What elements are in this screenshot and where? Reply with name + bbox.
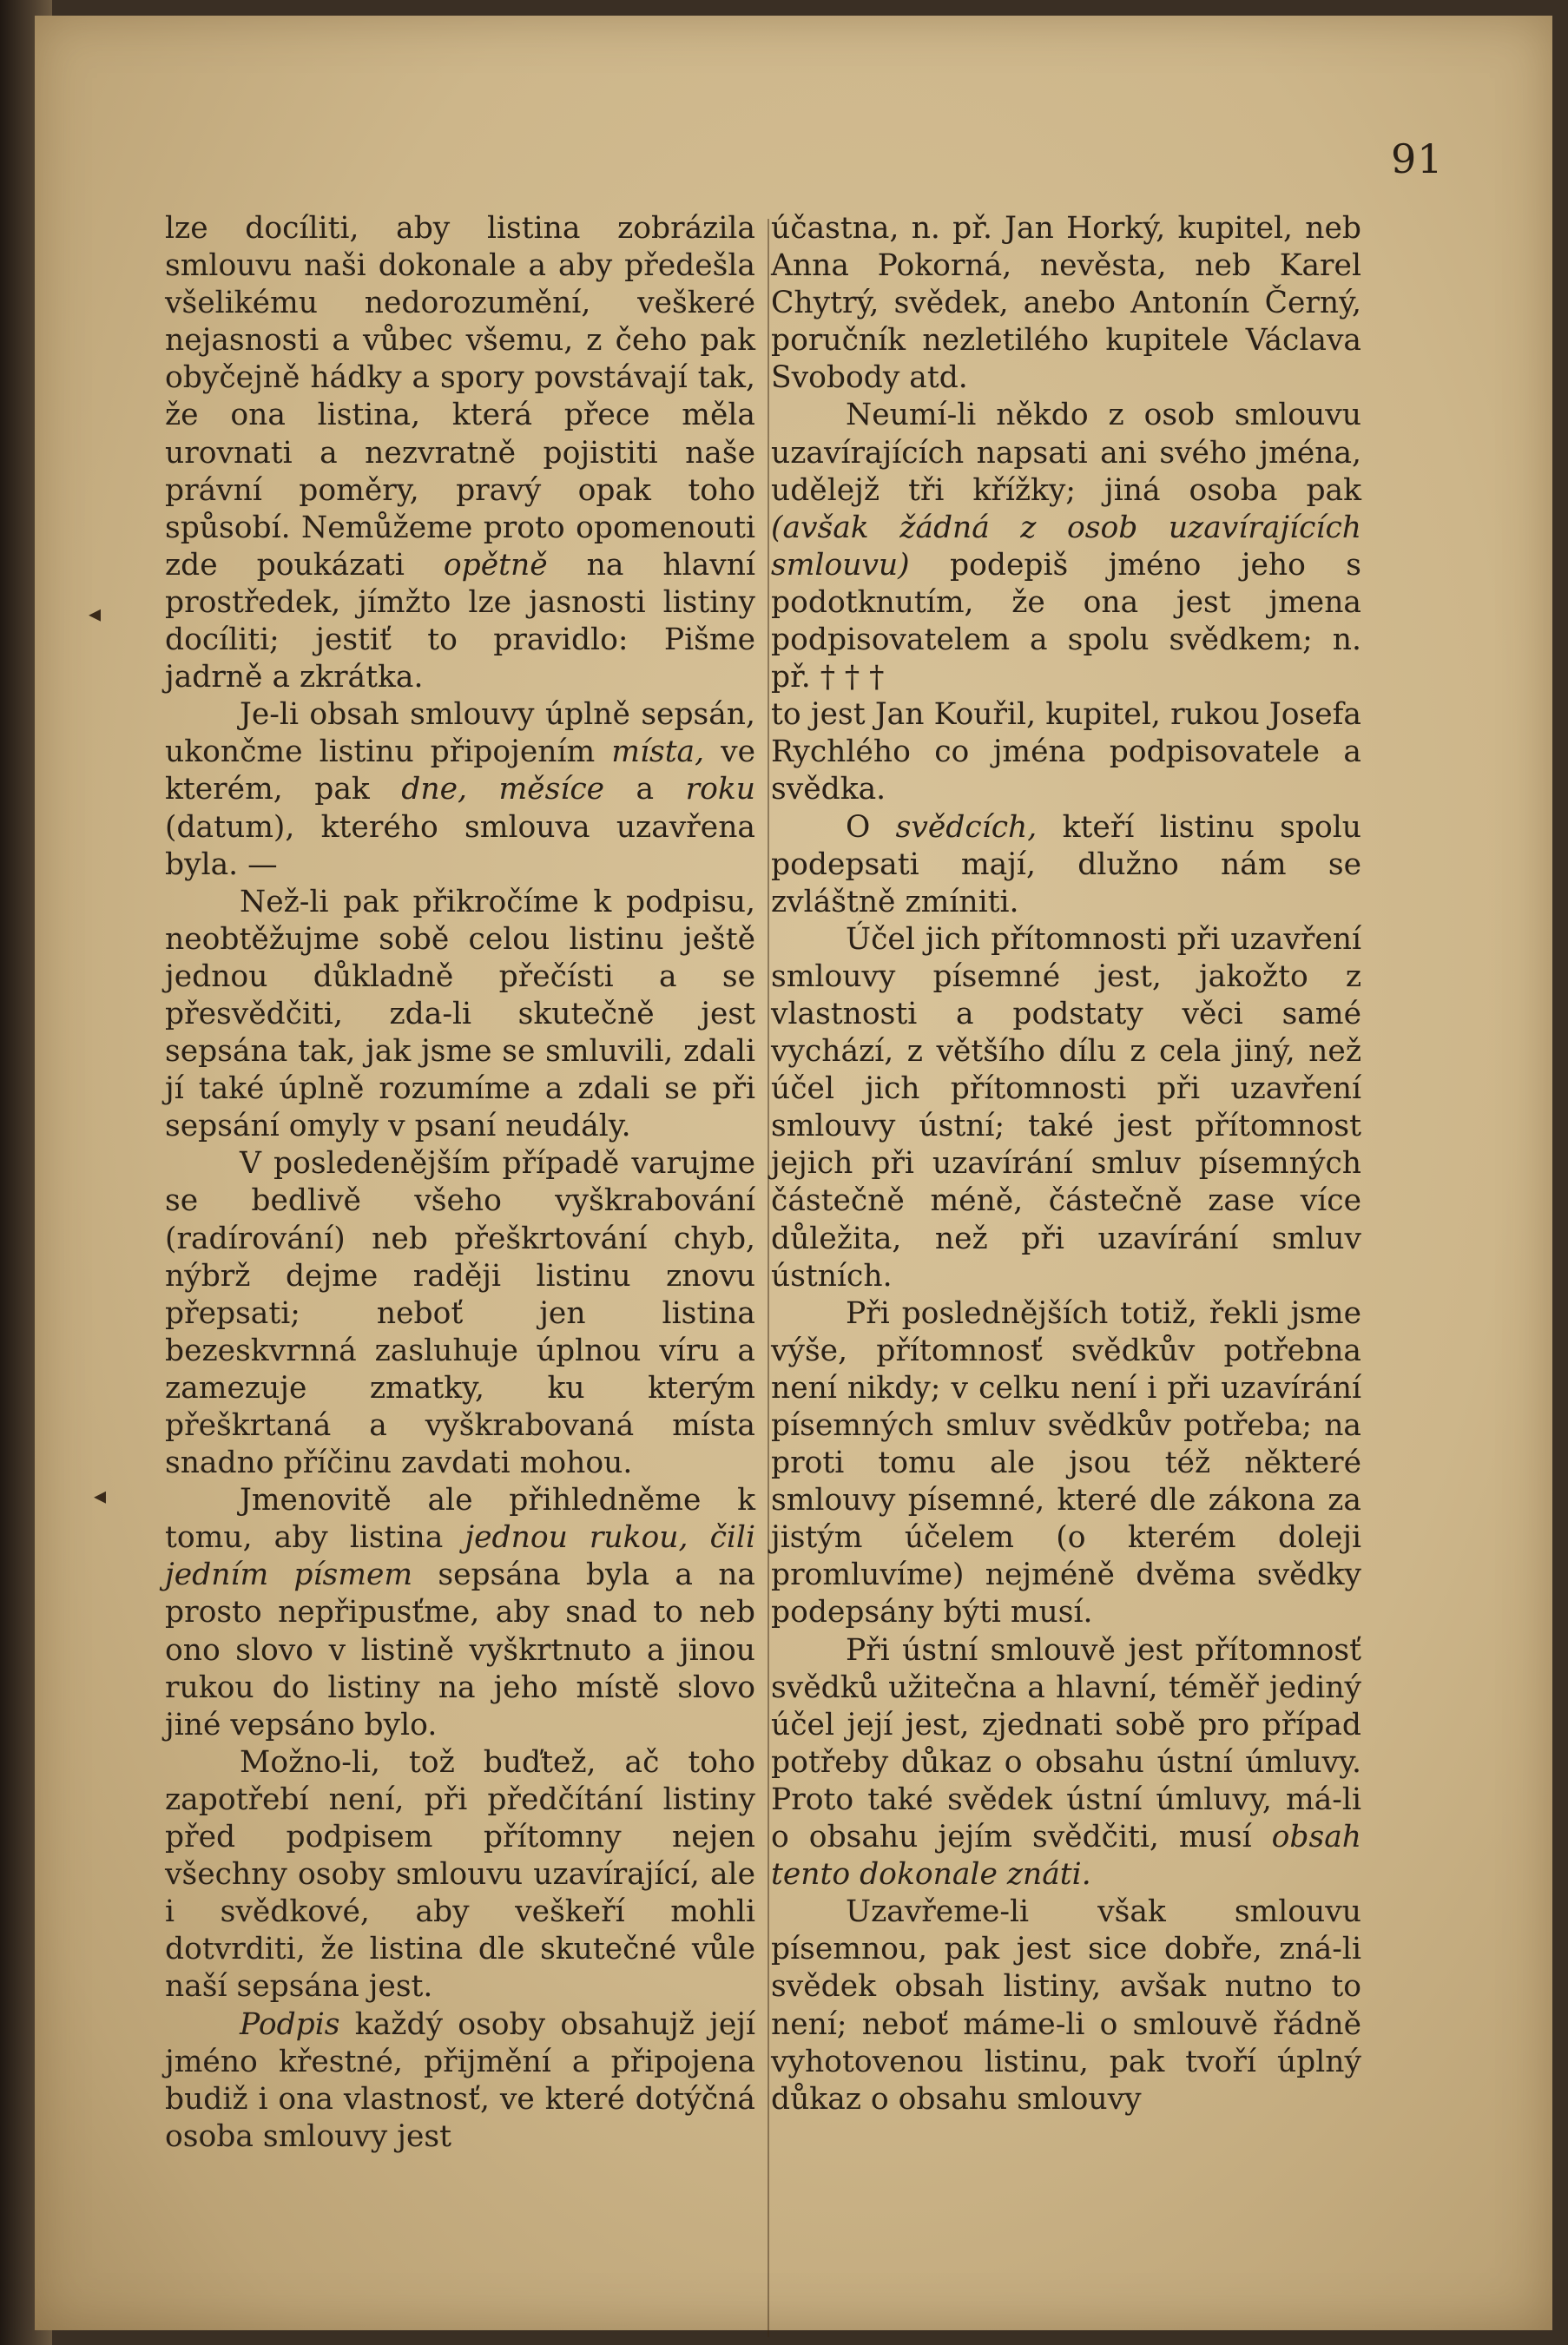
text-run: na hlavní prostředek, jímžto lze jasnosti listiny docíliti; jestiť to pravidlo: Pišme jadrně a zkrátka. (165, 547, 755, 695)
text-run: sepsána byla a na prosto nepřipusťme, aby snad to neb ono slovo v listině vyškrtnuto a jinou rukou do listiny na jeho místě slovo jiné vepsáno bylo. (165, 1558, 755, 1742)
text-run: Uzavřeme-li však smlouvu písemnou, pak jest sice dobře, zná-li svědek obsah listiny, avšak nutno to není; neboť máme-li o smlouvě řádně vyhotovenou listinu, pak tvoří úplný důkaz o obsahu smlouvy (771, 1894, 1361, 2117)
text-run: Neumí-li někdo z osob smlouvu uzavírajících napsati ani svého jména, udělejž tři křížky; jiná osoba pak (771, 398, 1361, 508)
text-run: Jmenovitě ale přihledněme k tomu, aby listina (165, 1483, 755, 1556)
emphasized-text: roku (685, 772, 755, 807)
left-column-paragraph (165, 1482, 755, 1744)
text-run: V posledenějším případě varujme se bedlivě všeho vyškrabování (radírování) neb přeškrtování chyb, nýbrž dejme raději listinu znovu přepsati; neboť jen listina bezeskvrnná zasluhuje úplnou víru a zamezuje zmatky, ku kterým přeškrtaná a vyškrabovaná místa snadno příčinu zavdati mohou. (165, 1146, 755, 1481)
text-run: kteří listinu spolu podepsati mají, dlužno nám se zvláštně zmíniti. (771, 809, 1361, 919)
right-column-paragraph (771, 1894, 1361, 2118)
text-run: O (846, 809, 896, 845)
text-run: každý osoby obsahujž její jméno křestné, přijmění a připojena budiž i ona vlastnosť, ve které dotýčná osoba smlouvy jest (165, 2006, 755, 2154)
page-number: 91 (1391, 135, 1444, 182)
text-run: Než-li pak přikročíme k podpisu, neobtěžujme sobě celou listinu ještě jednou důkladně přečísti a se přesvědčiti, zda-li skutečně jest sepsána tak, jak jsme se smluvili, zdali jí také úplně rozumíme a zdali se při sepsání omyly v psaní neudály. (165, 884, 755, 1144)
emphasized-text: dne, měsíce (401, 772, 605, 807)
emphasized-text: obsah tento dokonale znáti. (771, 1820, 1361, 1893)
right-column-paragraph (771, 809, 1361, 921)
emphasized-text: místa, (611, 734, 705, 770)
emphasized-text: svědcích, (895, 809, 1038, 845)
text-run: Při ústní smlouvě jest přítomnosť svědků užitečna a hlavní, téměř jediný účel její jest, zjednati sobě pro případ potřeby důkaz o obsahu ústní úmluvy. Proto také svědek ústní úmluvy, má-li o obsahu jejím svědčiti, musí (771, 1632, 1361, 1855)
text-run: Možno-li, tož buďtež, ač toho zapotřebí není, při předčítání listiny před podpisem přítomny nejen všechny osoby smlouvu uzavírající, ale i svědkové, aby veškeří mohli dotvrditi, že listina dle skutečné vůle naší sepsána jest. (165, 1744, 755, 2005)
left-column-paragraph (165, 884, 755, 1146)
text-run: lze docíliti, aby listina zobrázila smlouvu naši dokonale a aby předešla všelikému nedorozumění, veškeré nejasnosti a vůbec všemu, z čeho pak obyčejně hádky a spory povstávají tak, že ona listina, která přece měla urovnati a nezvratně pojistiti naše právní poměry, pravý opak toho spůsobí. Nemůžeme proto opomenouti zde poukázati (165, 211, 755, 583)
right-text-column (771, 210, 1361, 2118)
right-column-paragraph (771, 1632, 1361, 1894)
text-run: a (604, 772, 686, 807)
right-column-paragraph (771, 696, 1361, 808)
left-column-paragraph (165, 2006, 755, 2156)
right-column-paragraph (771, 397, 1361, 696)
left-text-column (165, 210, 755, 2156)
left-column-paragraph (165, 696, 755, 883)
text-run: (datum), kterého smlouva uzavřena byla. — (165, 809, 755, 882)
text-run: Účel jich přítomnosti při uzavření smlouvy písemné jest, jakožto z vlastnosti a podstaty věci samé vychází, z většího dílu z cela jiný, než účel jich přítomnosti při uzavření smlouvy ústní; také jest přítomnost jejich při uzavírání smluv písemných částečně méně, částečně zase více důležita, než při uzavírání smluv ústních. (771, 921, 1361, 1294)
left-column-paragraph (165, 210, 755, 696)
right-column-paragraph (771, 921, 1361, 1295)
left-column-paragraph (165, 1145, 755, 1482)
emphasized-text: opětně (443, 547, 548, 583)
text-run: Při poslednějších totiž, řekli jsme výše, přítomnosť svědkův potřebna není nikdy; v celku není i při uzavírání písemných smluv svědkův potřeba; na proti tomu ale jsou též některé smlouvy písemné, které dle zákona za jistým účelem (o kterém doleji promluvíme) nejméně dvěma svědky podepsány býti musí. (771, 1295, 1361, 1630)
text-run: podepiš jméno jeho s podotknutím, že ona jest jmena podpisovatelem a spolu svědkem; n. př. † † † (771, 547, 1361, 695)
text-run: ve kterém, pak (165, 734, 755, 807)
text-run: účastna, n. př. Jan Horký, kupitel, neb Anna Pokorná, nevěsta, neb Karel Chytrý, svědek, anebo Antonín Černý, poručník nezletilého kupitele Václava Svobody atd. (771, 211, 1361, 396)
margin-mark-1: ◂ (89, 599, 102, 628)
emphasized-text: jednou rukou, čili jedním písmem (165, 1520, 755, 1593)
right-column-paragraph (771, 1295, 1361, 1632)
text-run: to jest Jan Kouřil, kupitel, rukou Josefa Rychlého co jména podpisovatele a svědka. (771, 697, 1361, 807)
emphasized-text: Podpis (240, 2006, 340, 2042)
text-run: Je-li obsah smlouvy úplně sepsán, ukončme listinu připojením (165, 697, 755, 770)
right-column-paragraph (771, 210, 1361, 397)
margin-mark-2: ◂ (94, 1481, 107, 1510)
column-divider (768, 219, 769, 2337)
emphasized-text: (avšak žádná z osob uzavírajících smlouvu) (771, 510, 1361, 583)
left-column-paragraph (165, 1744, 755, 2006)
